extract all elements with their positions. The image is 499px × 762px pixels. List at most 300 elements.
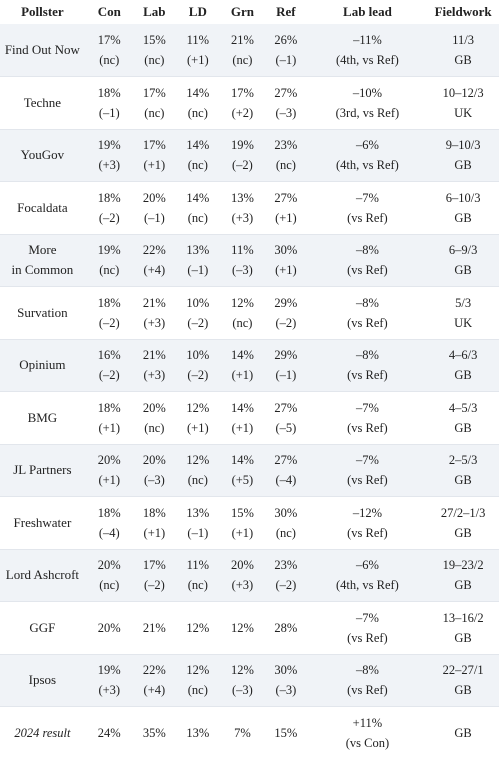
cell-fieldwork [427, 182, 499, 235]
result-lead-line: (vs Con) [345, 736, 390, 751]
cell-con-line: 18% [97, 505, 121, 520]
cell-fieldwork-line: 9–10/3 [445, 138, 481, 153]
cell-con-line: 17% [97, 33, 121, 47]
cell-pollster-line: GGF [29, 619, 56, 635]
cell-ld [175, 392, 221, 445]
cell-grn-line: 14% [230, 453, 254, 468]
cell-con [85, 392, 134, 445]
cell-lab [134, 339, 175, 392]
cell-ref-line: (–1) [275, 53, 297, 67]
cell-fieldwork-line: GB [454, 158, 472, 173]
table-row [0, 549, 499, 602]
cell-con [85, 549, 134, 602]
cell-ref-line: 27% [274, 190, 298, 205]
cell-con-line: (nc) [99, 53, 120, 67]
result-row [0, 707, 499, 760]
cell-ref-line: (+1) [275, 210, 297, 225]
header-grn: Grn [230, 4, 254, 19]
cell-con-line: (–2) [98, 368, 120, 383]
cell-lab-line: (+3) [143, 315, 166, 330]
cell-fieldwork [427, 24, 499, 77]
cell-lead-line: (4th, vs Ref) [335, 578, 399, 593]
cell-ref [264, 602, 307, 655]
cell-fieldwork-line: GB [454, 578, 472, 593]
cell-con [85, 24, 134, 77]
cell-fieldwork-line: GB [454, 210, 472, 225]
cell-fieldwork [427, 444, 499, 497]
cell-pollster-line: Focaldata [17, 199, 68, 215]
cell-lead [308, 129, 428, 182]
cell-pollster-line: Freshwater [13, 514, 72, 530]
cell-fieldwork-line: GB [454, 53, 472, 67]
cell-fieldwork-line: 6–9/3 [448, 243, 478, 258]
cell-lead-line: (vs Ref) [347, 683, 388, 698]
cell-ref-line: (–3) [275, 105, 297, 120]
cell-grn [221, 24, 264, 77]
header-con: Con [97, 4, 121, 19]
cell-grn-line: (nc) [232, 53, 253, 67]
cell-con-line: 18% [97, 295, 121, 310]
table-header [0, 0, 499, 24]
cell-lead-line: (vs Ref) [347, 368, 388, 383]
cell-ld-line: (+1) [187, 420, 209, 435]
cell-grn-line: (+2) [231, 105, 254, 120]
cell-fieldwork-line: GB [454, 683, 472, 698]
cell-ref [264, 339, 307, 392]
cell-lab [134, 392, 175, 445]
cell-ref-line: 29% [274, 348, 298, 363]
cell-lab-line: (nc) [144, 105, 165, 120]
cell-lab-line: (+3) [143, 368, 166, 383]
cell-ref-line: 27% [274, 400, 298, 415]
cell-grn [221, 339, 264, 392]
cell-fieldwork [427, 654, 499, 707]
cell-ld-line: 13% [186, 505, 210, 520]
cell-ld-line: 10% [186, 348, 210, 363]
cell-pollster [0, 654, 85, 707]
cell-lead [308, 444, 428, 497]
cell-lab [134, 234, 175, 287]
cell-lab-line: (–1) [143, 210, 165, 225]
cell-ref-line: 23% [274, 558, 298, 573]
cell-ld-line: 11% [186, 33, 210, 47]
cell-ref [264, 392, 307, 445]
cell-pollster [0, 129, 85, 182]
cell-lab [134, 24, 175, 77]
cell-fieldwork [427, 77, 499, 130]
cell-lead-line: –6% [355, 558, 379, 573]
cell-ld [175, 182, 221, 235]
cell-fieldwork-line: GB [454, 630, 472, 645]
cell-lab-line: (+1) [143, 525, 166, 540]
cell-lead-line: (vs Ref) [347, 420, 388, 435]
cell-lab-line: 20% [142, 400, 166, 415]
cell-grn-line: 12% [230, 663, 254, 678]
cell-pollster-line: Opinium [19, 357, 66, 373]
cell-grn-line: (+1) [231, 420, 254, 435]
cell-pollster [0, 24, 85, 77]
cell-ld [175, 602, 221, 655]
cell-grn [221, 287, 264, 340]
cell-lead-line: –10% [352, 85, 382, 100]
cell-fieldwork [427, 234, 499, 287]
cell-grn-line: (–3) [231, 263, 253, 278]
table-row [0, 129, 499, 182]
result-lead-line: +11% [352, 716, 383, 731]
cell-lead-line: –8% [355, 663, 379, 678]
cell-con [85, 182, 134, 235]
cell-grn [221, 234, 264, 287]
cell-grn [221, 602, 264, 655]
cell-grn-line: (+3) [231, 210, 254, 225]
cell-ld-line: (nc) [187, 578, 208, 593]
cell-grn-line: 14% [230, 400, 254, 415]
cell-fieldwork-line: 5/3 [455, 295, 472, 310]
table-row [0, 287, 499, 340]
result-cell-ld: 13% [186, 726, 210, 741]
cell-grn-line: 13% [230, 190, 254, 205]
cell-lead-line: (vs Ref) [347, 315, 388, 330]
result-cell-con: 24% [97, 726, 121, 741]
cell-ref-line: (nc) [275, 158, 296, 173]
cell-fieldwork [427, 549, 499, 602]
cell-fieldwork-line: GB [454, 525, 472, 540]
cell-con [85, 234, 134, 287]
cell-ref-line: (–4) [275, 473, 297, 488]
cell-con-line: 20% [97, 620, 121, 635]
cell-ref [264, 24, 307, 77]
header-pollster: Pollster [21, 4, 64, 19]
cell-fieldwork-line: 6–10/3 [445, 190, 481, 205]
table-row [0, 77, 499, 130]
cell-lab-line: 18% [142, 505, 166, 520]
header-row [0, 0, 499, 24]
cell-con-line: 16% [97, 348, 121, 363]
cell-con-line: 18% [97, 400, 121, 415]
cell-fieldwork-line: UK [454, 315, 473, 330]
cell-grn-line: 15% [230, 505, 254, 520]
cell-pollster-line: More [28, 242, 57, 258]
cell-ld [175, 654, 221, 707]
cell-ld-line: (nc) [187, 158, 208, 173]
cell-lab [134, 182, 175, 235]
cell-grn-line: 17% [230, 85, 254, 100]
cell-grn [221, 654, 264, 707]
cell-lab-line: 20% [142, 190, 166, 205]
cell-pollster-line: Survation [17, 304, 68, 320]
cell-con-line: (–1) [98, 105, 120, 120]
cell-ld-line: 12% [186, 453, 210, 468]
cell-grn [221, 182, 264, 235]
cell-fieldwork-line: 4–6/3 [448, 348, 478, 363]
cell-fieldwork [427, 497, 499, 550]
cell-lab-line: 21% [142, 348, 166, 363]
table-row [0, 602, 499, 655]
cell-grn-line: 20% [230, 558, 254, 573]
cell-lead-line: –7% [355, 400, 379, 415]
header-lab: Lab [143, 4, 166, 19]
cell-grn-line: (+1) [231, 368, 254, 383]
cell-lab-line: 17% [142, 138, 166, 153]
cell-ld-line: 10% [186, 295, 210, 310]
cell-lead [308, 234, 428, 287]
cell-pollster [0, 339, 85, 392]
cell-con [85, 444, 134, 497]
cell-con [85, 654, 134, 707]
cell-con [85, 602, 134, 655]
table-row [0, 497, 499, 550]
cell-con-line: (+1) [98, 473, 121, 488]
result-cell-grn: 7% [234, 726, 251, 741]
result-cell-fieldwork: GB [454, 726, 472, 741]
cell-ld-line: (–1) [187, 263, 209, 278]
cell-con-line: 20% [97, 558, 121, 573]
cell-ref-line: 29% [274, 295, 298, 310]
cell-grn-line: (+5) [231, 473, 254, 488]
cell-con-line: 19% [97, 243, 121, 258]
cell-con-line: 18% [97, 85, 121, 100]
cell-lab [134, 444, 175, 497]
cell-fieldwork-line: 22–27/1 [442, 663, 484, 678]
cell-pollster [0, 392, 85, 445]
cell-con-line: (+1) [98, 420, 121, 435]
cell-lead [308, 339, 428, 392]
cell-lead [308, 182, 428, 235]
cell-ld-line: (nc) [187, 105, 208, 120]
cell-lead-line: (vs Ref) [347, 263, 388, 278]
cell-ref-line: (–2) [275, 315, 297, 330]
cell-pollster-line: JL Partners [13, 462, 72, 478]
cell-ref-line: 30% [274, 243, 298, 258]
cell-ref-line: (–2) [275, 578, 297, 593]
cell-pollster [0, 497, 85, 550]
cell-pollster-line: YouGov [20, 147, 65, 163]
cell-ld [175, 444, 221, 497]
cell-lead-line: –7% [355, 610, 379, 625]
cell-lead-line: (vs Ref) [347, 525, 388, 540]
cell-pollster-line: BMG [27, 409, 58, 425]
cell-pollster [0, 182, 85, 235]
cell-grn [221, 129, 264, 182]
table-row [0, 182, 499, 235]
cell-ref [264, 234, 307, 287]
cell-fieldwork [427, 129, 499, 182]
cell-ld [175, 24, 221, 77]
cell-lead-line: –12% [352, 505, 382, 520]
table-row [0, 234, 499, 287]
header-ld: LD [188, 4, 207, 19]
cell-lab-line: 17% [142, 558, 166, 573]
cell-lead [308, 602, 428, 655]
cell-fieldwork-line: UK [454, 105, 473, 120]
header-lab-lead: Lab lead [343, 4, 392, 19]
cell-ref [264, 129, 307, 182]
header-fieldwork: Fieldwork [434, 4, 492, 19]
cell-grn [221, 444, 264, 497]
cell-lab-line: 17% [142, 85, 166, 100]
cell-ld-line: (nc) [187, 473, 208, 488]
cell-lead-line: –11% [353, 33, 382, 47]
cell-fieldwork-line: GB [454, 263, 472, 278]
cell-lab-line: (–3) [143, 473, 165, 488]
cell-ld-line: 14% [186, 138, 210, 153]
cell-con-line: (–2) [98, 315, 120, 330]
cell-con [85, 77, 134, 130]
result-cell-lead [308, 707, 428, 760]
cell-grn-line: (nc) [232, 315, 253, 330]
cell-grn-line: (–2) [231, 158, 253, 173]
cell-grn-line: (–3) [231, 683, 253, 698]
cell-fieldwork [427, 602, 499, 655]
cell-lead [308, 654, 428, 707]
cell-lead [308, 392, 428, 445]
cell-con-line: 19% [97, 663, 121, 678]
cell-fieldwork [427, 392, 499, 445]
cell-ld-line: 12% [186, 663, 210, 678]
cell-lab [134, 549, 175, 602]
cell-ld-line: 14% [186, 190, 210, 205]
cell-grn-line: (+1) [231, 525, 254, 540]
cell-pollster [0, 234, 85, 287]
cell-ref-line: 27% [274, 85, 298, 100]
cell-lead [308, 287, 428, 340]
cell-ref [264, 287, 307, 340]
table-row [0, 654, 499, 707]
cell-lab [134, 497, 175, 550]
cell-ld-line: 14% [186, 85, 210, 100]
cell-lab-line: 15% [142, 33, 166, 47]
cell-ref-line: (–1) [275, 368, 297, 383]
cell-ld [175, 497, 221, 550]
cell-grn [221, 549, 264, 602]
cell-grn [221, 392, 264, 445]
cell-con-line: 20% [97, 453, 121, 468]
cell-lead-line: (vs Ref) [347, 630, 388, 645]
cell-ref [264, 497, 307, 550]
cell-lead-line: (4th, vs Ref) [335, 53, 399, 67]
cell-con-line: (nc) [99, 578, 120, 593]
cell-ref-line: 26% [274, 33, 298, 47]
table-row [0, 444, 499, 497]
cell-lead-line: –7% [355, 190, 379, 205]
cell-ld-line: 12% [186, 400, 210, 415]
cell-lead [308, 24, 428, 77]
cell-ld-line: (–2) [187, 368, 209, 383]
cell-ref [264, 77, 307, 130]
cell-ref-line: 23% [274, 138, 298, 153]
cell-con [85, 129, 134, 182]
cell-lead-line: –8% [355, 348, 379, 363]
cell-fieldwork-line: 10–12/3 [442, 85, 484, 100]
cell-grn-line: 12% [230, 620, 254, 635]
cell-lead-line: (4th, vs Ref) [335, 158, 399, 173]
cell-fieldwork-line: GB [454, 368, 472, 383]
cell-lead [308, 549, 428, 602]
cell-ref-line: (–5) [275, 420, 297, 435]
cell-pollster-line: Find Out Now [4, 42, 80, 57]
cell-grn [221, 77, 264, 130]
cell-con-line: (–2) [98, 210, 120, 225]
cell-lab-line: 22% [142, 663, 166, 678]
cell-fieldwork-line: 27/2–1/3 [440, 505, 486, 520]
cell-pollster-line: Lord Ashcroft [5, 567, 80, 583]
cell-ld [175, 549, 221, 602]
cell-fieldwork [427, 339, 499, 392]
cell-ref-line: 30% [274, 663, 298, 678]
cell-ld [175, 234, 221, 287]
cell-pollster-line: Techne [23, 94, 62, 110]
cell-con-line: (+3) [98, 158, 121, 173]
cell-fieldwork [427, 287, 499, 340]
cell-ref-line: (+1) [275, 263, 297, 278]
cell-grn [221, 497, 264, 550]
cell-ref-line: (nc) [275, 525, 296, 540]
cell-lab-line: (–2) [143, 578, 165, 593]
cell-fieldwork-line: GB [454, 420, 472, 435]
cell-lab-line: (+4) [143, 263, 166, 278]
cell-ref-line: 28% [274, 620, 298, 635]
cell-lab-line: (+4) [143, 683, 166, 698]
cell-pollster [0, 444, 85, 497]
cell-ld [175, 77, 221, 130]
result-cell-ref: 15% [274, 726, 298, 741]
table-row [0, 392, 499, 445]
cell-lead-line: –8% [355, 243, 379, 258]
cell-lab [134, 654, 175, 707]
cell-pollster [0, 602, 85, 655]
cell-pollster-line: in Common [11, 262, 74, 278]
cell-lead-line: (vs Ref) [347, 210, 388, 225]
cell-ld-line: 11% [186, 558, 210, 573]
cell-grn-line: 14% [230, 348, 254, 363]
cell-fieldwork-line: 13–16/2 [442, 610, 484, 625]
table-row [0, 24, 499, 77]
cell-pollster-line: Ipsos [28, 672, 57, 688]
cell-lab [134, 602, 175, 655]
cell-ref [264, 444, 307, 497]
cell-grn-line: 11% [231, 243, 254, 258]
cell-lab-line: 21% [142, 295, 166, 310]
cell-pollster [0, 287, 85, 340]
result-cell-label: 2024 result [14, 726, 71, 741]
cell-grn-line: 12% [230, 295, 254, 310]
cell-con [85, 497, 134, 550]
cell-lab [134, 287, 175, 340]
cell-lead-line: –8% [355, 295, 379, 310]
cell-grn-line: (+3) [231, 578, 254, 593]
table-row [0, 339, 499, 392]
cell-fieldwork-line: 4–5/3 [448, 400, 478, 415]
cell-ref-line: (–3) [275, 683, 297, 698]
cell-lab-line: 21% [142, 620, 166, 635]
cell-fieldwork-line: 2–5/3 [448, 453, 478, 468]
cell-con-line: (–4) [98, 525, 120, 540]
cell-lead [308, 77, 428, 130]
cell-ref [264, 182, 307, 235]
cell-con [85, 287, 134, 340]
cell-lab-line: 22% [142, 243, 166, 258]
cell-fieldwork-line: 11/3 [452, 33, 474, 47]
cell-ref-line: 27% [274, 453, 298, 468]
cell-lead [308, 497, 428, 550]
cell-ld-line: 12% [186, 620, 210, 635]
cell-lead-line: (vs Ref) [347, 473, 388, 488]
cell-con-line: 18% [97, 190, 121, 205]
cell-lab-line: 20% [142, 453, 166, 468]
cell-ref [264, 549, 307, 602]
cell-lead-line: (3rd, vs Ref) [335, 105, 400, 120]
cell-ld [175, 129, 221, 182]
